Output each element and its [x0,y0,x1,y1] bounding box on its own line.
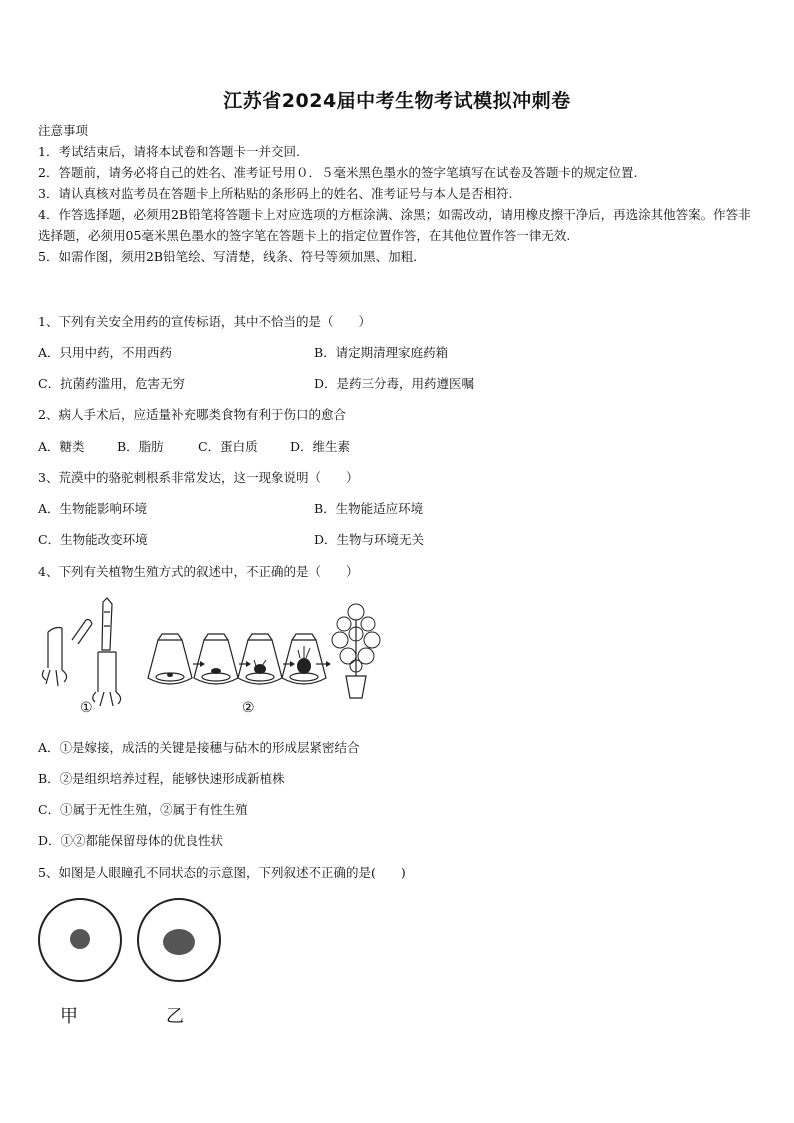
question-3-stem: 3、荒漠中的骆驼刺根系非常发达，这一现象说明（ ） [38,470,359,485]
question-1-stem: 1、下列有关安全用药的宣传标语，其中不恰当的是（ ） [38,314,371,329]
q2-option-c[interactable]: C．蛋白质 [198,439,258,454]
question-2-stem: 2、病人手术后，应适量补充哪类食物有利于伤口的愈合 [38,407,346,422]
q3-option-c[interactable]: C．生物能改变环境 [38,532,148,547]
figure-label-2: ② [242,700,255,716]
pupil-jia [70,929,90,949]
question-5-stem: 5、如图是人眼瞳孔不同状态的示意图，下列叙述不正确的是( ) [38,865,406,880]
page-title: 江苏省2024届中考生物考试模拟冲刺卷 [223,90,571,112]
pupil-yi [163,929,195,955]
q4-option-b[interactable]: B．②是组织培养过程，能够快速形成新植株 [38,771,285,786]
figure-label-1: ① [80,700,93,716]
notes-heading: 注意事项 [38,123,89,138]
q1-option-a[interactable]: A．只用中药，不用西药 [38,345,173,360]
q4-option-d[interactable]: D．①②都能保留母体的优良性状 [38,833,224,848]
note-item: 3．请认真核对监考员在答题卡上所粘贴的条形码上的姓名、准考证号与本人是否相符. [38,186,513,201]
q2-option-a[interactable]: A．糖类 [38,439,85,454]
q4-option-a[interactable]: A．①是嫁接，成活的关键是接穗与砧木的形成层紧密结合 [38,740,360,755]
note-item: 2．答题前，请务必将自己的姓名、准考证号用０．５毫米黑色墨水的签字笔填写在试卷及答题卡的规定位置. [38,165,638,180]
note-item: 5．如需作图，须用2B铅笔绘、写清楚，线条、符号等须加黑、加粗． [38,249,426,264]
eye-label-jia: 甲 [60,1006,78,1027]
question-4-stem: 4、下列有关植物生殖方式的叙述中，不正确的是（ ） [38,564,359,579]
q1-option-b[interactable]: B．请定期清理家庭药箱 [314,345,449,360]
q2-option-d[interactable]: D．维生素 [290,439,351,454]
q4-option-c[interactable]: C．①属于无性生殖，②属于有性生殖 [38,802,248,817]
q2-option-b[interactable]: B．脂肪 [117,439,164,454]
note-item: 4．作答选择题，必须用2B铅笔将答题卡上对应选项的方框涂满、涂黑；如需改动，请用橡皮擦干净后，再选涂其他答案。作答非选择题，必须用05毫米黑色墨水的签字笔在答题卡上的指定位置作答，在其他位置作答一律无效. [38,207,751,243]
note-item: 1．考试结束后，请将本试卷和答题卡一并交回. [38,144,300,159]
q1-option-c[interactable]: C．抗菌药滥用，危害无穷 [38,376,186,391]
q3-option-d[interactable]: D．生物与环境无关 [314,532,425,547]
eye-label-yi: 乙 [166,1006,184,1027]
q1-option-d[interactable]: D．是药三分毒，用药遵医嘱 [314,376,475,391]
q3-option-a[interactable]: A．生物能影响环境 [38,501,148,516]
q3-option-b[interactable]: B．生物能适应环境 [314,501,424,516]
